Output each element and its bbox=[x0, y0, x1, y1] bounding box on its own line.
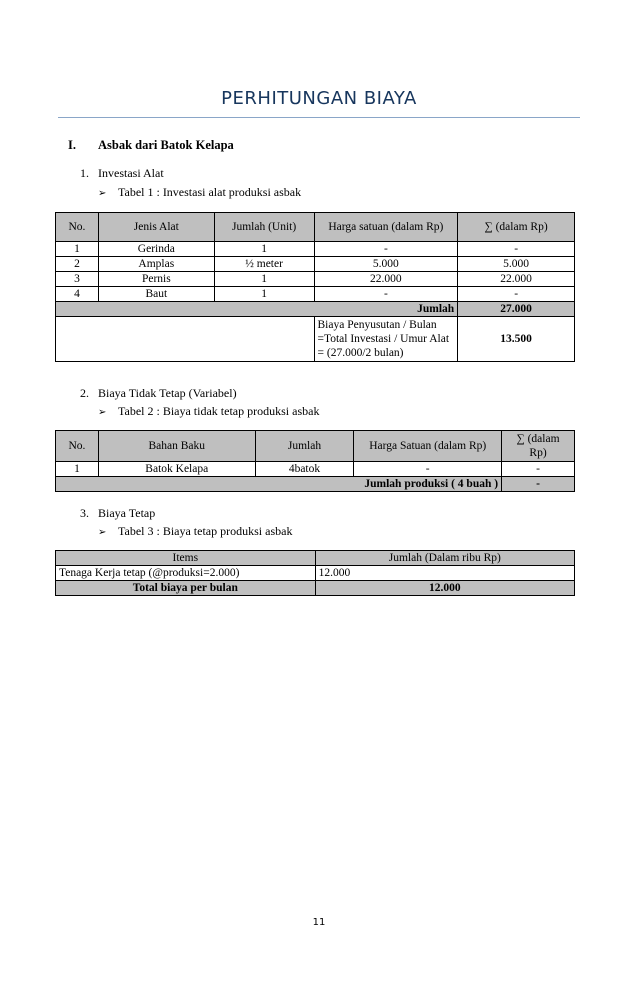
table-2-header-sum bbox=[502, 431, 575, 462]
table-cell: 3 bbox=[56, 272, 99, 287]
table-cell: Amplas bbox=[98, 257, 214, 272]
table-cell: - bbox=[458, 242, 575, 257]
table-cell: 4 bbox=[56, 287, 99, 302]
header-sum-line: ∑ (dalam bbox=[516, 433, 560, 445]
header-sum-line: Rp) bbox=[529, 447, 547, 459]
table-2-header-cell: No. bbox=[56, 431, 99, 462]
table-2-total-label: Jumlah produksi ( 4 buah ) bbox=[56, 477, 502, 492]
table-cell: - bbox=[354, 462, 502, 477]
table-cell: 1 bbox=[214, 242, 314, 257]
table-cell: 5.000 bbox=[458, 257, 575, 272]
table-cell: 5.000 bbox=[314, 257, 458, 272]
table-row bbox=[56, 287, 575, 302]
subsection-1-label: Investasi Alat bbox=[98, 166, 164, 180]
table-1-empty-cell bbox=[56, 317, 315, 362]
subsection-3 bbox=[80, 506, 155, 521]
table-2-header-cell: Jumlah bbox=[255, 431, 354, 462]
table-row bbox=[56, 272, 575, 287]
table-row bbox=[56, 242, 575, 257]
table-cell: Baut bbox=[98, 287, 214, 302]
section-label: Asbak dari Batok Kelapa bbox=[98, 138, 234, 152]
table-cell: Batok Kelapa bbox=[98, 462, 255, 477]
table-cell: 12.000 bbox=[315, 566, 574, 581]
table-1-header bbox=[56, 213, 575, 242]
title-divider bbox=[58, 117, 580, 118]
table-3-header-cell: Items bbox=[56, 551, 316, 566]
table-cell: 1 bbox=[56, 462, 99, 477]
table-2-header bbox=[56, 431, 575, 462]
table-3-header bbox=[56, 551, 575, 566]
table-1-total-row bbox=[56, 302, 575, 317]
depreciation-line: Biaya Penyusutan / Bulan bbox=[317, 319, 437, 331]
table-cell: - bbox=[502, 462, 575, 477]
table-1-caption bbox=[98, 185, 301, 200]
table-cell: ½ meter bbox=[214, 257, 314, 272]
table-cell: - bbox=[314, 287, 458, 302]
subsection-3-number: 3. bbox=[80, 506, 89, 520]
subsection-2-label: Biaya Tidak Tetap (Variabel) bbox=[98, 386, 237, 400]
arrow-bullet-icon: ➢ bbox=[98, 188, 107, 199]
table-3-header-cell: Jumlah (Dalam ribu Rp) bbox=[315, 551, 574, 566]
table-cell: - bbox=[314, 242, 458, 257]
table-1-header-cell: No. bbox=[56, 213, 99, 242]
page-number: 11 bbox=[312, 917, 326, 928]
table-cell: 1 bbox=[214, 272, 314, 287]
subsection-1 bbox=[80, 166, 164, 181]
table-3-total-label: Total biaya per bulan bbox=[56, 581, 316, 596]
table-cell: Gerinda bbox=[98, 242, 214, 257]
table-1-header-cell: Harga satuan (dalam Rp) bbox=[314, 213, 458, 242]
table-2 bbox=[55, 430, 575, 492]
table-cell: 22.000 bbox=[314, 272, 458, 287]
table-2-header-cell: Bahan Baku bbox=[98, 431, 255, 462]
table-3-total-row bbox=[56, 581, 575, 596]
table-1-total-label: Jumlah bbox=[56, 302, 458, 317]
table-1-depreciation-text bbox=[314, 317, 458, 362]
page-title: PERHITUNGAN BIAYA bbox=[221, 88, 417, 109]
depreciation-line: =Total Investasi / Umur Alat bbox=[317, 333, 450, 345]
table-cell: Pernis bbox=[98, 272, 214, 287]
table-1-header-cell: Jumlah (Unit) bbox=[214, 213, 314, 242]
table-row bbox=[56, 257, 575, 272]
table-cell: 22.000 bbox=[458, 272, 575, 287]
table-2-caption-text: Tabel 2 : Biaya tidak tetap produksi asbak bbox=[118, 404, 320, 418]
table-1-caption-text: Tabel 1 : Investasi alat produksi asbak bbox=[118, 185, 302, 199]
table-cell: 4batok bbox=[255, 462, 354, 477]
table-2-caption bbox=[98, 404, 319, 419]
table-1 bbox=[55, 212, 575, 362]
table-row bbox=[56, 566, 575, 581]
table-3-caption-text: Tabel 3 : Biaya tetap produksi asbak bbox=[118, 524, 293, 538]
subsection-2-number: 2. bbox=[80, 386, 89, 400]
depreciation-line: = (27.000/2 bulan) bbox=[317, 347, 404, 359]
table-cell: Tenaga Kerja tetap (@produksi=2.000) bbox=[56, 566, 316, 581]
section-heading bbox=[68, 138, 234, 153]
subsection-3-label: Biaya Tetap bbox=[98, 506, 156, 520]
section-number: I. bbox=[68, 138, 76, 152]
table-1-depreciation-value: 13.500 bbox=[458, 317, 575, 362]
table-cell: 1 bbox=[214, 287, 314, 302]
table-2-header-cell: Harga Satuan (dalam Rp) bbox=[354, 431, 502, 462]
table-3-total-value: 12.000 bbox=[315, 581, 574, 596]
subsection-2 bbox=[80, 386, 237, 401]
table-1-total-value: 27.000 bbox=[458, 302, 575, 317]
table-1-header-cell: Jenis Alat bbox=[98, 213, 214, 242]
table-cell: - bbox=[458, 287, 575, 302]
arrow-bullet-icon: ➢ bbox=[98, 527, 107, 538]
subsection-1-number: 1. bbox=[80, 166, 89, 180]
table-cell: 2 bbox=[56, 257, 99, 272]
table-3-caption bbox=[98, 524, 292, 539]
table-2-total-row bbox=[56, 477, 575, 492]
arrow-bullet-icon: ➢ bbox=[98, 407, 107, 418]
table-2-total-value: - bbox=[502, 477, 575, 492]
table-1-header-cell: ∑ (dalam Rp) bbox=[458, 213, 575, 242]
table-row bbox=[56, 462, 575, 477]
table-cell: 1 bbox=[56, 242, 99, 257]
table-1-depreciation-row bbox=[56, 317, 575, 362]
table-3 bbox=[55, 550, 575, 596]
